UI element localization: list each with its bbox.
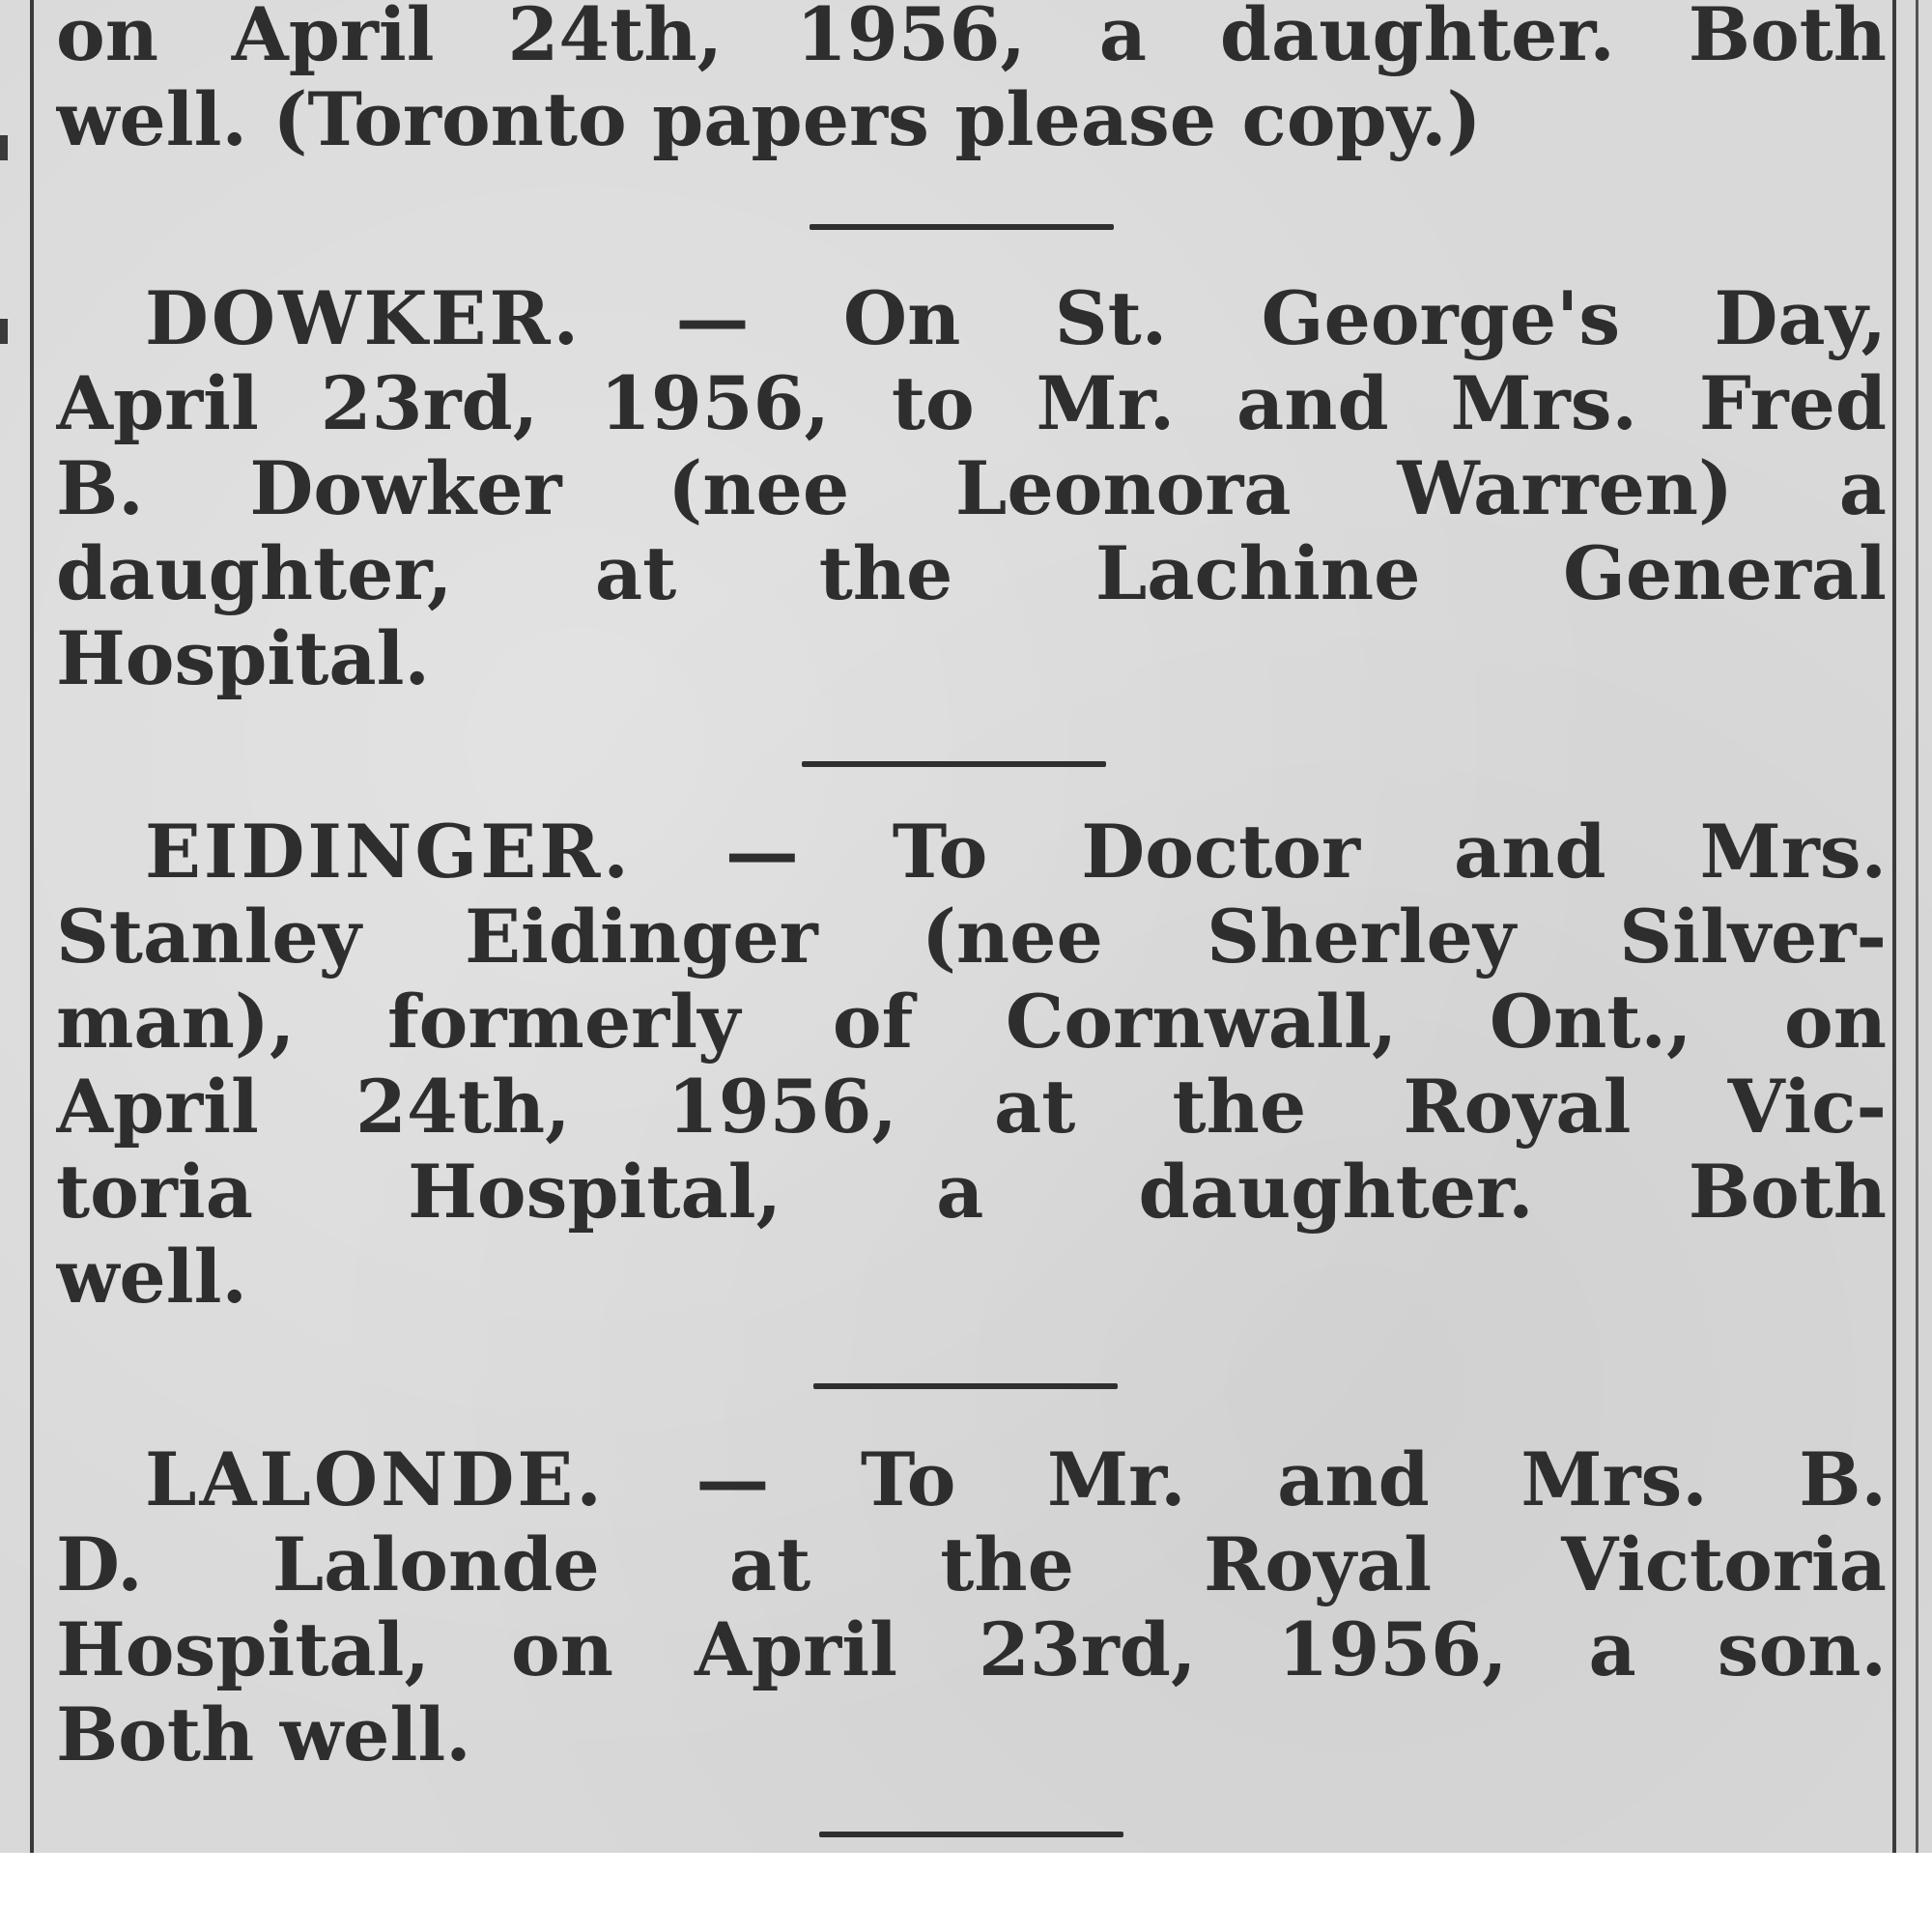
notice-line: — To Mr. and Mrs. B. <box>696 1437 1887 1522</box>
notice-line: on April 24th, 1956, a daughter. Both <box>56 0 1887 77</box>
notice-surname: LALONDE. <box>145 1437 605 1522</box>
separator-rule <box>813 1383 1118 1389</box>
notice-line: — To Doctor and Mrs. <box>724 810 1887 895</box>
separator-rule <box>810 224 1114 230</box>
column-rule-right <box>1892 0 1896 1853</box>
edge-mark <box>0 135 8 160</box>
notice-surname: DOWKER. <box>145 276 582 361</box>
notice-line: — On St. George's Day, <box>675 276 1887 361</box>
notice-surname: EIDINGER. <box>145 810 632 895</box>
column-rule-right-outer <box>1916 0 1918 1853</box>
notice-line: Hospital, on April 23rd, 1956, a son. <box>56 1607 1887 1692</box>
notice-line: well. (Toronto papers please copy.) <box>56 77 1482 162</box>
notice-continued <box>56 0 1887 162</box>
separator-rule <box>802 761 1106 767</box>
notice-line: daughter, at the Lachine General <box>56 531 1887 616</box>
notice-first-line <box>56 276 1887 361</box>
notice-line: B. Dowker (nee Leonora Warren) a <box>56 446 1887 531</box>
separator-rule <box>819 1832 1123 1837</box>
notice-line: April 24th, 1956, at the Royal Vic- <box>56 1065 1887 1150</box>
notice-dowker <box>56 276 1887 701</box>
notice-line: April 23rd, 1956, to Mr. and Mrs. Fred <box>56 361 1887 446</box>
notice-line: Both well. <box>56 1692 471 1777</box>
notice-eidinger <box>56 810 1887 1320</box>
notice-line: toria Hospital, a daughter. Both <box>56 1150 1887 1235</box>
notice-line: man), formerly of Cornwall, Ont., on <box>56 980 1887 1065</box>
column-rule-left <box>30 0 34 1853</box>
notice-line: Stanley Eidinger (nee Sherley Silver- <box>56 895 1887 980</box>
notice-first-line <box>56 810 1887 895</box>
notice-line: D. Lalonde at the Royal Victoria <box>56 1522 1887 1607</box>
notice-first-line <box>56 1437 1887 1522</box>
notice-lalonde <box>56 1437 1887 1777</box>
edge-mark <box>0 319 8 344</box>
notice-line: well. <box>56 1235 247 1320</box>
notice-line: Hospital. <box>56 616 430 701</box>
